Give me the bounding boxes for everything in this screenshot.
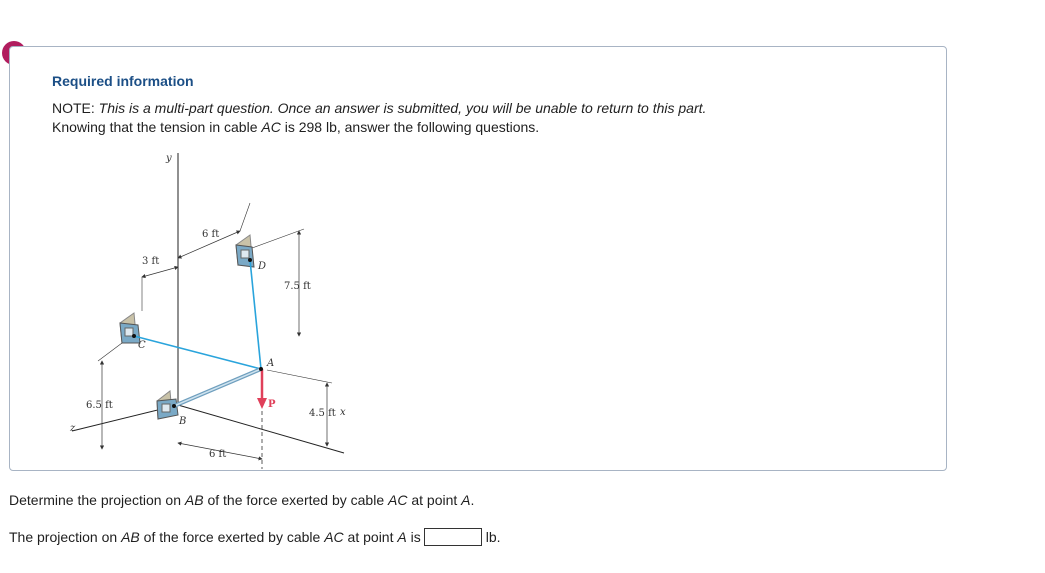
required-information-title: Required information xyxy=(52,73,194,89)
cable-diagram xyxy=(62,143,362,460)
x-axis-label: x xyxy=(340,407,346,418)
bracket-d xyxy=(236,235,254,267)
answer-prompt: The projection on AB of the force exerted by cable AC at point A is xyxy=(9,529,421,545)
dim-6ft-bottom: 6 ft xyxy=(209,449,227,460)
answer-row xyxy=(9,528,501,546)
required-information-box xyxy=(9,46,947,471)
answer-unit: lb. xyxy=(485,529,501,545)
dim-4-5ft: 4.5 ft xyxy=(309,408,336,419)
bracket-c xyxy=(120,313,140,343)
dim-7-5ft: 7.5 ft xyxy=(284,281,311,292)
point-c-label: C xyxy=(138,340,146,351)
note-text: NOTE: This is a multi-part question. Once an answer is submitted, you will be unable to return to this part. xyxy=(52,100,707,116)
dim-6-5ft: 6.5 ft xyxy=(86,400,113,411)
z-axis-label: z xyxy=(70,423,76,434)
force-p-label: P xyxy=(268,399,276,410)
cable-ac xyxy=(134,336,261,369)
dim-3ft: 3 ft xyxy=(142,256,160,267)
point-d-label: D xyxy=(258,261,267,272)
force-p-arrowhead xyxy=(257,398,267,409)
tension-statement: Knowing that the tension in cable AC is 298 lb, answer the following questions. xyxy=(52,119,540,135)
point-a-label: A xyxy=(267,358,275,369)
point-b-label: B xyxy=(179,416,187,427)
cable-ad xyxy=(250,260,261,369)
y-axis-label: y xyxy=(166,153,172,164)
question-text: Determine the projection on AB of the force exerted by cable AC at point A. xyxy=(9,492,475,508)
dim-6ft-top: 6 ft xyxy=(202,229,220,240)
answer-input[interactable] xyxy=(424,528,482,546)
